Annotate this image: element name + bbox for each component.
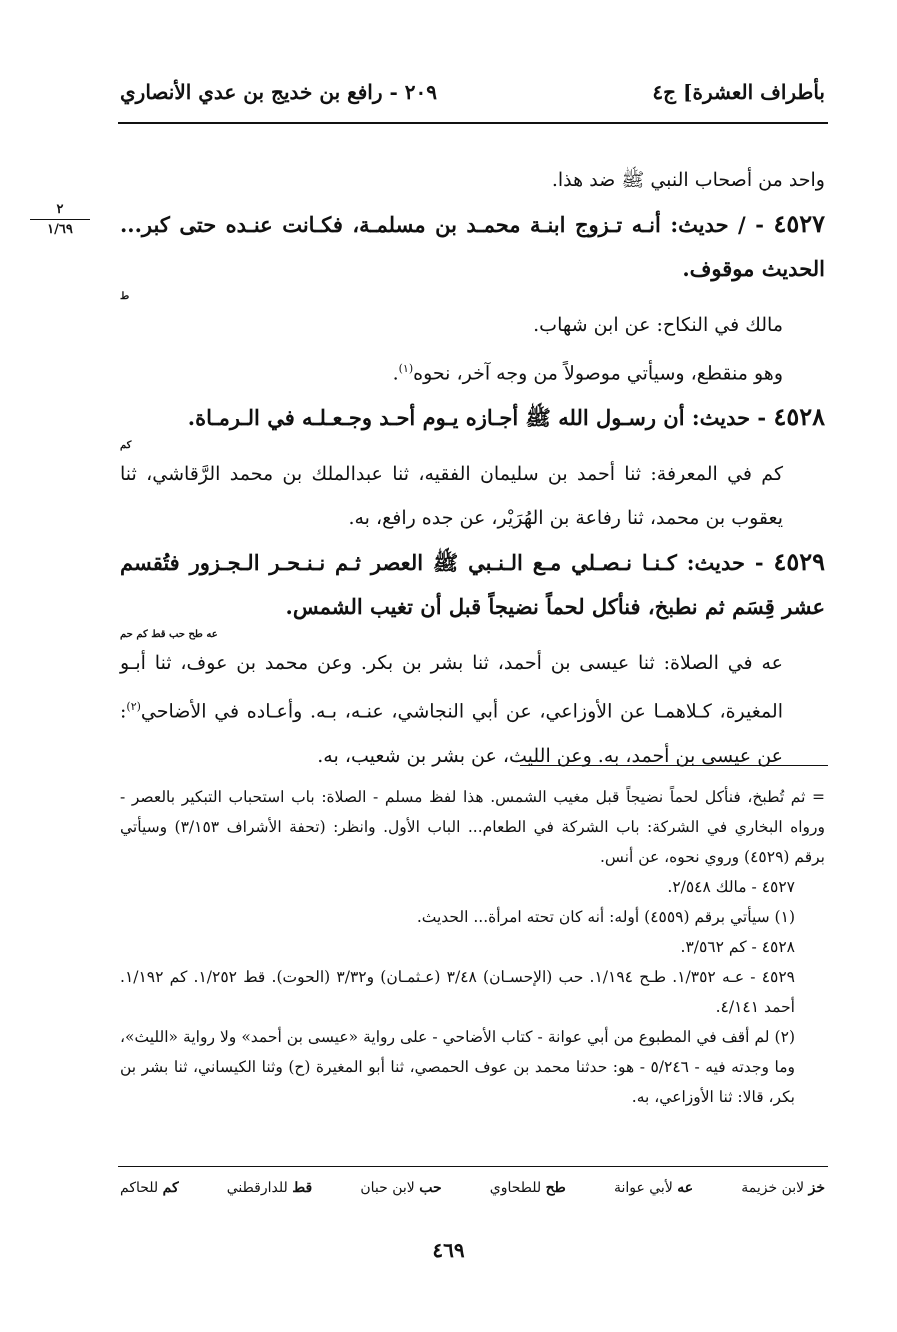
margin-reference-bottom: ١/٦٩ [47,222,73,237]
footnote-4528: ٤٥٢٨ - كم ٣/٥٦٢. [680,938,795,956]
hadith-number: ٤٥٢٧ [773,209,825,238]
header-chapter-title: ٢٠٩ - رافع بن خديج بن عدي الأنصاري [120,80,437,104]
footnote-4527: ٤٥٢٧ - مالك ٢/٥٤٨. [667,878,795,896]
hadith-text: - حديث: كـنـا نـصـلي مـع الـنـبي ﷺ العصر ثـم نـنـحـر الـجـزور فتُقسم عشر قِسَم ثم نطبخ، فنأكل لحماً نضيجاً قبل أن تغيب الشمس. [120,550,825,620]
isnad-paragraph [120,641,825,777]
commentary-text: وهو منقطع، وسيأتي موصولاً من وجه آخر، نحوه [413,362,783,385]
isnad-text-end: : عن عيسى بن أحمد، به. وعن الليث، عن بشر بن شعيب، به. [120,700,783,767]
margin-reference-line [30,219,90,220]
sigla-4529: عه طح حب قط كم حم [120,629,218,641]
paragraph-continuation: واحد من أصحاب النبي ﷺ ضد هذا. [551,169,825,191]
commentary-end: . [392,362,399,385]
hadith-text: - حديث: أن رسـول الله ﷺ أجـازه يـوم أحـد وجـعـلـه في الـرمـاة. [187,405,767,431]
running-header [120,70,825,114]
margin-reference-top: ٢ [56,202,64,217]
footnote-2: (٢) لم أقف في المطبوع من أبي عوانة - كتاب الأضاحي - على رواية «عيسى بن أحمد» ولا رواية «الليث»، وما وجدته فيه - ٥/٢٤٦ - هو: حدثنا محمد بن عوف الحمصي، ثنا أبو المغيرة (ح) وثنا الكيساني، ثنا بشر بن بكر، قالا: ثنا الأوزاعي، به. [120,1028,795,1106]
main-text [120,158,825,778]
footnote-ref-1: (١) [398,362,414,375]
source-line: مالك في النكاح: عن ابن شهاب. [533,314,783,336]
footnotes [120,782,825,1112]
footnote-1: (١) سيأتي برقم (٤٥٥٩) أوله: أنه كان تحته امرأة... الحديث. [416,908,795,926]
footnote-4529: ٤٥٢٩ - عـه ١/٣٥٢. طـح ١/١٩٤. حب (الإحسـان) ٣/٤٨ (عـثمـان) و٣/٣٢ (الحوت). قط ١/٢٥٢. كم ١/١٩٢. أحمد ٤/١٤١. [120,968,796,1016]
footnote-ref-2: (٢) [126,700,141,714]
abbrev-item: كم للحاكم [120,1180,179,1196]
abbrev-item: حب لابن حبان [360,1180,442,1196]
hadith-text: - / حديث: أنـه تـزوج ابنـة محمـد بن مسلمـة، فكـانت عنـده حتى كبر... الحديث موقوف. [120,212,825,281]
header-book-title: بأطراف العشرة] ج٤ [652,80,825,104]
page-number: ٤٦٩ [432,1238,465,1262]
hadith-number: ٤٥٢٨ [773,402,825,432]
abbrev-item: طح للطحاوي [489,1180,566,1196]
abbreviations-legend [120,1180,825,1196]
footnote-continuation: = ثم تُطبخ، فنأكل لحماً نضيجاً قبل مغيب الشمس. هذا لفظ مسلم - الصلاة: باب استحباب التبكير بالعصر - ورواه البخاري في الشركة: باب الشركة في الطعام... الباب الأول. وانظر: (تحفة الأشراف ٣/١٥٣) وسيأتي برقم (٤٥٢٩) وروي نحوه، عن أنس. [120,788,825,866]
hadith-4529 [120,540,825,641]
isnad-paragraph: كم في المعرفة: ثنا أحمد بن سليمان الفقيه، ثنا عبدالملك بن محمد الرَّقاشي، ثنا يعقوب بن محمد، ثنا رفاعة بن الهُرَيْر، عن جده رافع، به. [120,463,783,530]
hadith-number: ٤٥٢٩ [773,547,825,577]
hadith-4528 [120,395,825,452]
abbrev-item: خز لابن خزيمة [741,1180,825,1196]
abbrev-item: قط للدارقطني [226,1180,313,1196]
hadith-4527 [120,202,825,303]
siglum-km: كم [120,440,132,452]
abbrev-item: عه لأبي عوانة [613,1180,694,1196]
isnad-text: عه في الصلاة: ثنا عيسى بن أحمد، ثنا بشر بن بكر. وعن محمد بن عوف، ثنا أبـو المغيرة، كـلاهمـا عن الأوزاعي، عن أبي النجاشي، عنـه، بـه. وأعـاده في الأضاحي [120,652,783,723]
header-rule [118,122,828,124]
commentary-line [120,347,825,395]
margin-reference [30,202,90,237]
abbreviations-rule [118,1166,828,1167]
siglum-ta: ط [120,291,130,302]
footnote-rule [520,765,828,766]
